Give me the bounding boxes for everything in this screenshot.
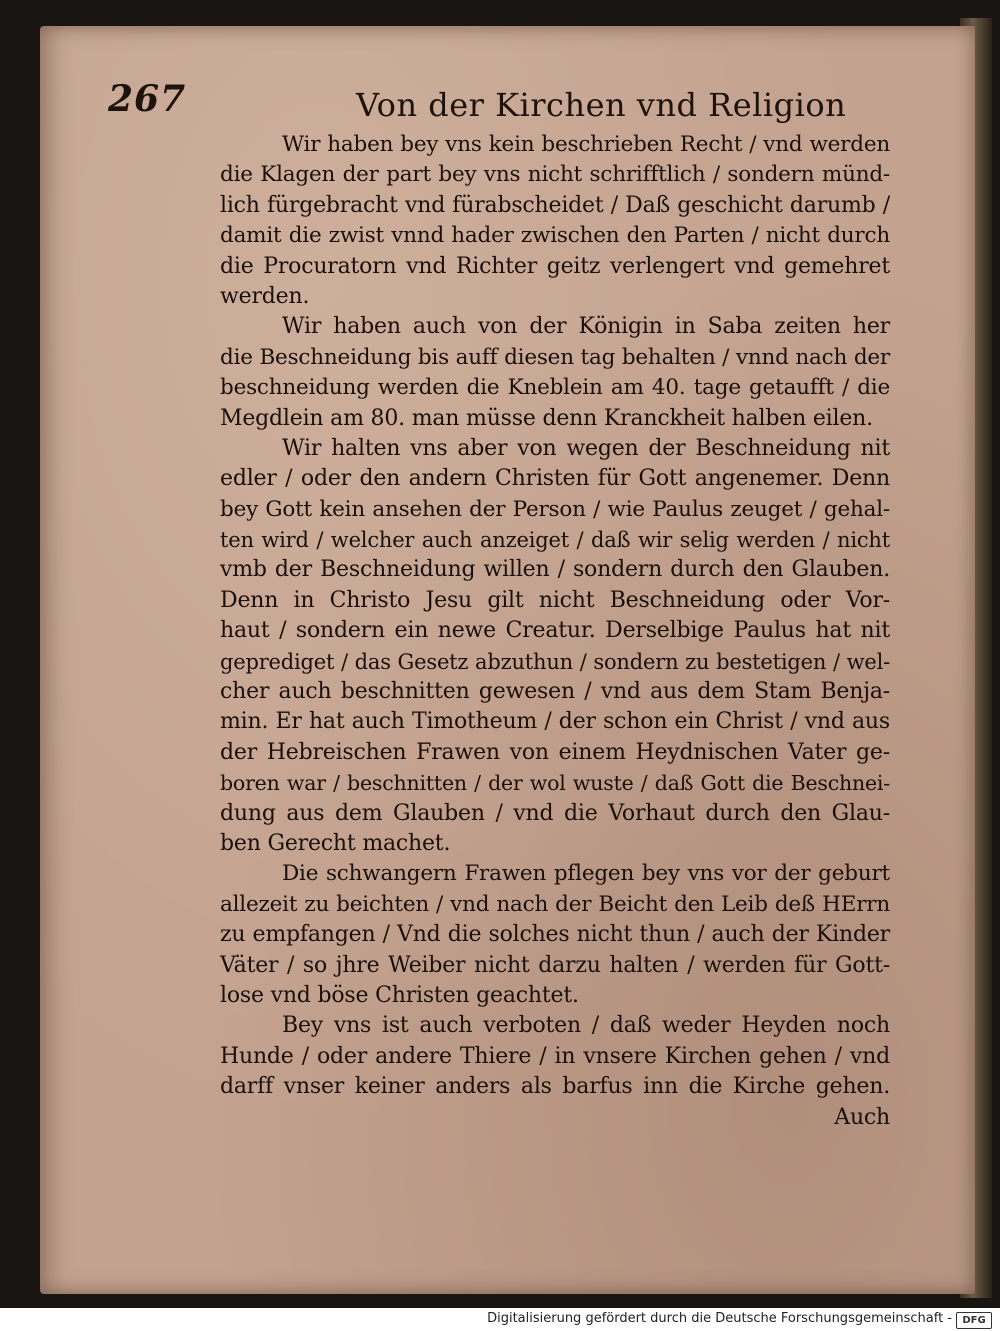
text-line: Hunde / oder andere Thiere / in vnsere Kirchen gehen / vnd (220, 1043, 890, 1069)
text-line: Wir haben bey vns kein beschrieben Recht / vnd werden (282, 132, 890, 157)
text-line: die Klagen der part bey vns nicht schrifftlich / sondern münd- (220, 162, 890, 188)
text-line: die Procuratorn vnd Richter geitz verlengert vnd gemehret (220, 253, 890, 279)
paragraph-5 (220, 1011, 890, 1133)
page-header (108, 70, 888, 126)
text-line: ben Gerecht machet. (220, 830, 451, 856)
catchword: Auch (834, 1104, 890, 1130)
text-line: die Beschneidung bis auff diesen tag behalten / vnnd nach der (220, 344, 890, 370)
text-line: lose vnd böse Christen geachtet. (220, 982, 579, 1008)
text-line: vmb der Beschneidung willen / sondern durch den Glauben. (220, 557, 890, 583)
page-number: 267 (108, 78, 187, 120)
paragraph-1 (220, 130, 890, 312)
text-line: cher auch beschnitten gewesen / vnd aus dem Stam Benja- (220, 679, 890, 705)
paragraph-3 (220, 434, 890, 859)
text-line: boren war / beschnitten / der wol wuste / daß Gott die Beschnei- (220, 771, 890, 796)
text-line: Väter / so jhre Weiber nicht darzu halten / werden für Gott- (220, 952, 890, 978)
text-line: ten wird / welcher auch anzeiget / daß wir selig werden / nicht (220, 528, 890, 553)
text-line: werden. (220, 283, 310, 309)
text-line: edler / oder den andern Christen für Gott angenemer. Denn (220, 466, 890, 492)
text-line: allezeit zu beichten / vnd nach der Beicht den Leib deß HErrn (220, 891, 890, 917)
text-line: Megdlein am 80. man müsse denn Kranckheit halben eilen. (220, 405, 873, 431)
funding-notice: Digitalisierung gefördert durch die Deutsche Forschungsgemeinschaft - (487, 1311, 952, 1326)
text-line: haut / sondern ein newe Creatur. Derselbige Paulus hat nit (220, 618, 890, 644)
text-line: Denn in Christo Jesu gilt nicht Beschneidung oder Vor- (220, 587, 890, 613)
text-line: bey Gott kein ansehen der Person / wie Paulus zeuget / gehal- (220, 496, 890, 522)
text-line: Bey vns ist auch verboten / daß weder Heyden noch (282, 1013, 890, 1039)
text-line: damit die zwist vnnd hader zwischen den Parten / nicht durch (220, 223, 890, 249)
paragraph-4 (220, 859, 890, 1011)
dfg-logo-icon: DFG (956, 1312, 992, 1329)
text-line: lich fürgebracht vnd fürabscheidet / Daß geschicht darumb / (220, 192, 890, 218)
text-line: darff vnser keiner anders als barfus inn die Kirche gehen. (220, 1074, 890, 1100)
text-line: Wir halten vns aber von wegen der Beschneidung nit (282, 435, 890, 461)
text-line: beschneidung werden die Kneblein am 40. tage getaufft / die (220, 375, 890, 401)
text-line: zu empfangen / Vnd die solches nicht thun / auch der Kinder (220, 922, 890, 948)
text-line: Die schwangern Frawen pflegen bey vns vor der geburt (282, 861, 890, 887)
text-line: geprediget / das Gesetz abzuthun / sondern zu bestetigen / wel- (220, 649, 890, 674)
body-text (220, 130, 890, 1133)
digitization-footer (0, 1308, 1000, 1331)
text-line: der Hebreischen Frawen von einem Heydnischen Vater ge- (220, 739, 890, 765)
paragraph-2 (220, 312, 890, 434)
running-head: Von der Kirchen vnd Religion (356, 86, 847, 124)
text-line: Wir haben auch von der Königin in Saba zeiten her (282, 314, 890, 340)
text-line: min. Er hat auch Timotheum / der schon ein Christ / vnd aus (220, 709, 890, 735)
text-line: dung aus dem Glauben / vnd die Vorhaut durch den Glau- (220, 800, 890, 826)
